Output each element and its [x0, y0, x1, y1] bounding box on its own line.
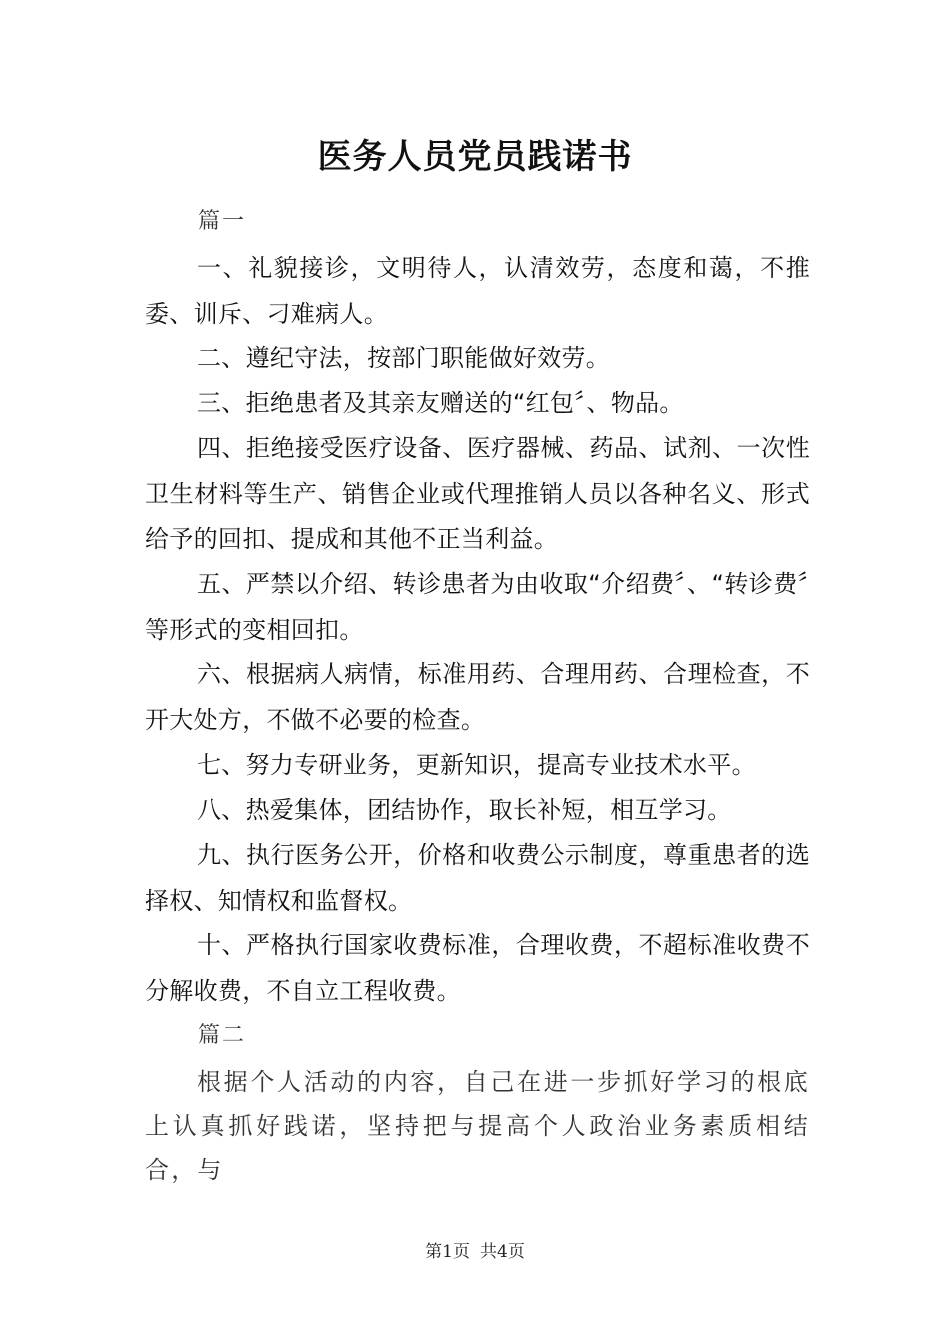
- item-5: 五、严禁以介绍、转诊患者为由收取“介绍费〞、“转诊费〞等形式的变相回扣。: [145, 570, 810, 644]
- item-2: 二、遵纪守法，按部门职能做好效劳。: [197, 344, 611, 372]
- page-footer: [0, 1240, 950, 1264]
- item-8: 八、热爱集体，团结协作，取长补短，相互学习。: [197, 796, 732, 824]
- section-label-1: 篇一: [198, 209, 247, 234]
- item-3: 三、拒绝患者及其亲友赠送的“红包〞、物品。: [197, 389, 684, 417]
- item-7: 七、努力专研业务，更新知识，提高专业技术水平。: [197, 751, 756, 779]
- document-title: 医务人员党员践诺书: [317, 137, 633, 177]
- page-total: 共4页: [480, 1242, 525, 1262]
- item-10: 十、严格执行国家收费标准，合理收费，不超标准收费不分解收费，不自立工程收费。: [145, 931, 810, 1005]
- item-4: 四、拒绝接受医疗设备、医疗器械、药品、试剂、一次性卫生材料等生产、销售企业或代理推销人员以各种名义、形式给予的回扣、提成和其他不正当利益。: [145, 434, 810, 553]
- page-number: 第1页: [425, 1242, 470, 1262]
- item-9: 九、执行医务公开，价格和收费公示制度，尊重患者的选择权、知情权和监督权。: [145, 841, 810, 915]
- item-6: 六、根据病人病情，标准用药、合理用药、合理检查，不开大处方，不做不必要的检查。: [145, 660, 810, 734]
- section-2-paragraph: 根据个人活动的内容，自己在进一步抓好学习的根底上认真抓好践诺，坚持把与提高个人政治业务素质相结合，与: [145, 1068, 810, 1184]
- item-1: 一、礼貌接诊，文明待人，认清效劳，态度和蔼，不推委、训斥、刁难病人。: [145, 254, 810, 328]
- section-label-2: 篇二: [198, 1023, 247, 1048]
